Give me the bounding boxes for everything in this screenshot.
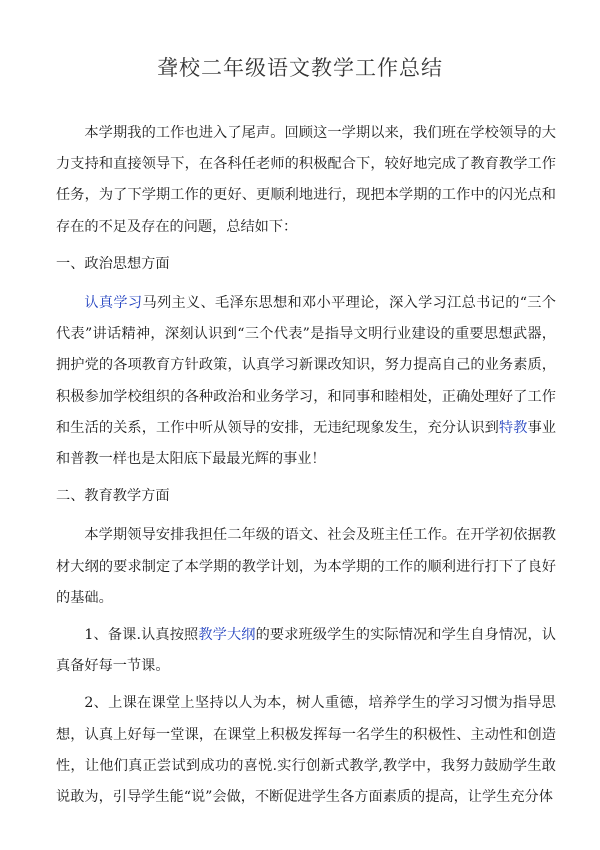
class-teaching-item: 2、上课在课堂上坚持以人为本，树人重德，培养学生的学习习惯为指导思想，认真上好每一堂课，在课堂上积极发挥每一名学生的积极性、主动性和创造性，让他们真正尝试到成功的喜悦.实行创新式教学,教学中，我努力鼓励学生敢说敢为，引导学生能“说”会做，不断促进学生各方面素质的提高，让学生充分体 bbox=[56, 695, 556, 806]
lesson-prep-prefix: 1、备课.认真按照 bbox=[84, 627, 199, 644]
section-heading-politics: 一、政治思想方面 bbox=[56, 255, 170, 272]
intro-paragraph: 本学期我的工作也进入了尾声。回顾这一学期以来，我们班在学校领导的大力支持和直接领导下，在各科任老师的积极配合下，较好地完成了教育教学工作任务，为了下学期工作的更好、更顺利地进行，现把本学期的工作中的闪光点和存在的不足及存在的问题，总结如下： bbox=[56, 125, 556, 235]
page-title: 聋校二年级语文教学工作总结 bbox=[157, 56, 443, 80]
teaching-paragraph: 本学期领导安排我担任二年级的语文、社会及班主任工作。在开学初依据教材大纲的要求制定了本学期的教学计划，为本学期的工作的顺利进行打下了良好的基础。 bbox=[56, 527, 556, 606]
politics-text-1: 马列主义、毛泽东思想和邓小平理论，深入学习江总书记的“三个代表”讲话精神，深刻认识到“三个代表”是指导文明行业建设的重要思想武器，拥护党的各项教育方针政策，认真学习新课改知识，努力提高自己的业务素质，积极参加学校组织的各种政治和业务学习，和同事和睦相处，正确处理好了工作和生活的关系，工作中听从领导的安排，无违纪现象发生，充分认识到 bbox=[56, 295, 556, 436]
lesson-prep-item bbox=[56, 620, 556, 682]
link-special-education[interactable]: 特教 bbox=[498, 419, 528, 436]
lesson-prep-suffix: 的要求班级学生的实际情况和学生自身情况，认真备好每一节课。 bbox=[56, 627, 556, 675]
link-study[interactable]: 认真学习 bbox=[84, 295, 143, 312]
politics-paragraph bbox=[56, 288, 556, 475]
link-teaching-syllabus[interactable]: 教学大纲 bbox=[198, 627, 256, 644]
section-heading-teaching: 二、教育教学方面 bbox=[56, 488, 170, 505]
politics-text-2: 事业和普教一样也是太阳底下最最光辉的事业！ bbox=[56, 419, 556, 468]
document-body bbox=[56, 118, 556, 819]
